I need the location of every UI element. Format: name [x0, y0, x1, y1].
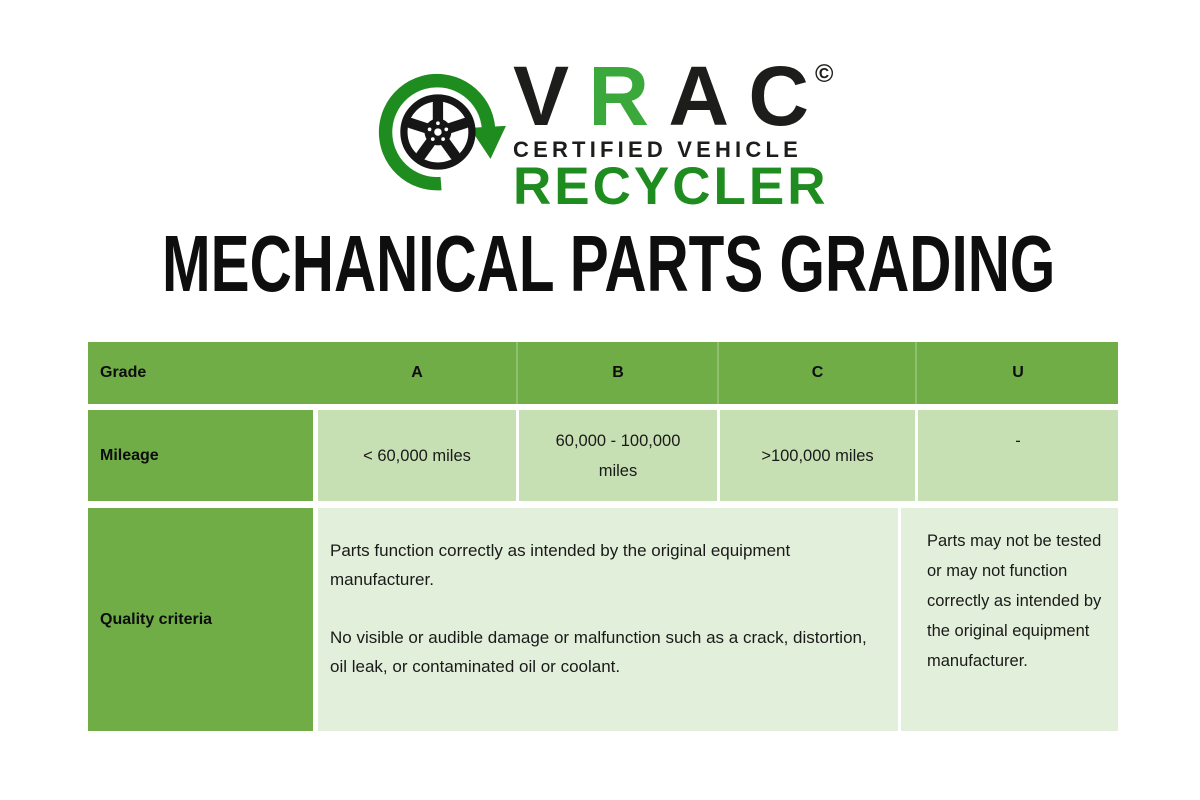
brand-letter-c: C	[748, 49, 809, 143]
quality-cell-abc	[318, 508, 898, 731]
grading-table	[88, 342, 1118, 731]
logo-text-block	[513, 49, 853, 216]
brand-name	[513, 49, 834, 143]
header-col-b: B	[612, 364, 624, 381]
mileage-cell-u: -	[918, 410, 1118, 501]
header-col-c: C	[811, 364, 824, 381]
mileage-cell-c: >100,000 miles	[720, 410, 915, 501]
logo-subtitle-recycler: RECYCLER	[513, 157, 829, 216]
column-divider	[717, 342, 719, 404]
column-divider	[516, 342, 518, 404]
header-grade-label: Grade	[100, 364, 147, 381]
brand-letters	[513, 49, 809, 143]
column-divider	[915, 342, 917, 404]
quality-row-label: Quality criteria	[88, 508, 313, 731]
mileage-row-label: Mileage	[88, 410, 313, 501]
brand-letter-v: V	[513, 49, 570, 143]
page-title: MECHANICAL PARTS GRADING	[162, 219, 1056, 308]
quality-paragraph-1: Parts function correctly as intended by the original equipment manufacturer.	[330, 541, 791, 589]
mileage-cell-a: < 60,000 miles	[318, 410, 516, 501]
logo-subtitle-certified-vehicle: CERTIFIED VEHICLE	[513, 137, 802, 162]
mileage-cell-b: 60,000 - 100,000 miles	[519, 410, 717, 501]
recycle-arrow-wheel-icon	[373, 64, 507, 198]
vrac-logo	[373, 49, 853, 216]
quality-cell-u: Parts may not be tested or may not function correctly as intended by the original equipment manufacturer.	[901, 508, 1118, 731]
header-col-a: A	[411, 364, 423, 381]
brand-letter-a: A	[668, 49, 729, 143]
copyright-symbol: ©	[815, 60, 834, 88]
header-col-u: U	[1012, 364, 1024, 381]
quality-paragraph-2: No visible or audible damage or malfunction such as a crack, distortion, oil leak, or contaminated oil or coolant.	[330, 628, 867, 676]
brand-letter-r: R	[588, 49, 650, 143]
